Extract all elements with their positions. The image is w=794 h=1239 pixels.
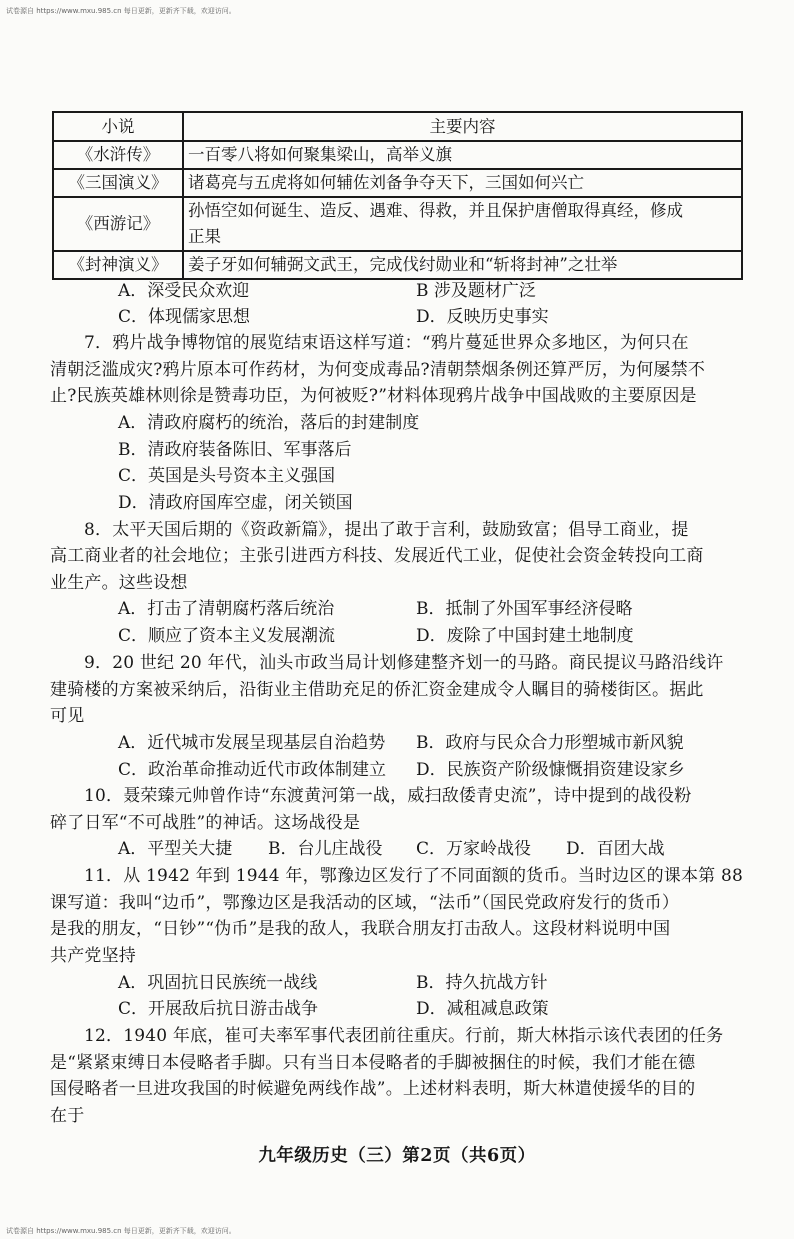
q6-option-b: B 涉及题材广泛 xyxy=(416,281,536,301)
q10-option-a: A．平型关大捷 xyxy=(118,839,233,859)
novel-name: 《封神演义》 xyxy=(53,251,183,279)
table-header-content: 主要内容 xyxy=(183,112,742,141)
page-footer: 九年级历史（三）第2页（共6页） xyxy=(258,1146,536,1166)
source-notice-bottom: 试卷源自 https://www.mxu.985.cn 每日更新，更新齐下载，欢迎访问。 xyxy=(6,1227,236,1235)
q9-option-a: A．近代城市发展呈现基层自治趋势 xyxy=(118,733,386,753)
q12-stem-line-1: 12．1940 年底，崔可夫率军事代表团前往重庆。行前，斯大林指示该代表团的任务 xyxy=(84,1026,724,1046)
q8-stem-line-2: 高工商业者的社会地位；主张引进西方科技、发展近代工业，促使社会资金转投向工商 xyxy=(50,546,704,566)
q11-stem-line-1: 11．从 1942 年到 1944 年，鄂豫边区发行了不同面额的货币。当时边区的课本第 88 xyxy=(84,866,744,886)
q11-stem-line-2: 课写道：我叫“边币”，鄂豫边区是我活动的区域，“法币”（国民党政府发行的货币） xyxy=(50,893,680,913)
q8-option-d: D．废除了中国封建土地制度 xyxy=(416,626,634,646)
q7-option-d: D．清政府国库空虚，闭关锁国 xyxy=(118,493,353,513)
source-notice-top: 试卷源自 https://www.mxu.985.cn 每日更新，更新齐下载，欢迎访问。 xyxy=(6,7,236,15)
q9-stem-line-2: 建骑楼的方案被采纳后，沿街业主借助充足的侨汇资金建成令人瞩目的骑楼街区。据此 xyxy=(50,680,704,700)
q10-stem-line-1: 10．聂荣臻元帅曾作诗“东渡黄河第一战，威扫敌倭青史流”，诗中提到的战役粉 xyxy=(84,786,692,806)
q11-stem-line-4: 共产党坚持 xyxy=(50,946,136,966)
q11-option-a: A．巩固抗日民族统一战线 xyxy=(118,973,318,993)
novel-content: 姜子牙如何辅弼文武王，完成伐纣勋业和“斩将封神”之壮举 xyxy=(183,251,742,279)
q10-option-b: B．台儿庄战役 xyxy=(268,839,383,859)
q11-option-d: D．减租减息政策 xyxy=(416,999,549,1019)
q9-option-b: B．政府与民众合力形塑城市新风貌 xyxy=(416,733,684,753)
q7-option-c: C．英国是头号资本主义强国 xyxy=(118,466,336,486)
q12-stem-line-3: 国侵略者一旦进攻我国的时候避免两线作战”。上述材料表明，斯大林遣使援华的目的 xyxy=(50,1079,696,1099)
q9-option-c: C．政治革命推动近代市政体制建立 xyxy=(118,760,387,780)
table-row xyxy=(53,169,742,197)
novel-content: 一百零八将如何聚集梁山，高举义旗 xyxy=(183,141,742,169)
novel-table xyxy=(52,111,743,280)
q9-stem-line-1: 9．20 世纪 20 年代，汕头市政当局计划修建整齐划一的马路。商民提议马路沿线许 xyxy=(84,653,724,673)
q11-option-b: B．持久抗战方针 xyxy=(416,973,548,993)
q7-option-b: B．清政府装备陈旧、军事落后 xyxy=(118,440,352,460)
table-row xyxy=(53,141,742,169)
q10-option-c: C．万家岭战役 xyxy=(416,839,532,859)
q7-stem-line-2: 清朝泛滥成灾?鸦片原本可作药材，为何变成毒品?清朝禁烟条例还算严厉，为何屡禁不 xyxy=(50,360,706,380)
q7-stem-line-3: 止?民族英雄林则徐是赞毒功臣，为何被贬?”材料体现鸦片战争中国战败的主要原因是 xyxy=(50,386,697,406)
novel-name: 《三国演义》 xyxy=(53,169,183,197)
novel-content-line-2: 正果 xyxy=(188,227,221,246)
q6-option-c: C．体现儒家思想 xyxy=(118,307,251,327)
q8-option-b: B．抵制了外国军事经济侵略 xyxy=(416,599,633,619)
novel-content: 诸葛亮与五虎将如何辅佐刘备争夺天下，三国如何兴亡 xyxy=(183,169,742,197)
table-row xyxy=(53,251,742,279)
q7-stem-line-1: 7．鸦片战争博物馆的展览结束语这样写道：“鸦片蔓延世界众多地区，为何只在 xyxy=(84,333,689,353)
q10-option-d: D．百团大战 xyxy=(566,839,665,859)
q6-option-a: A．深受民众欢迎 xyxy=(118,281,250,301)
q6-option-d: D．反映历史事实 xyxy=(416,307,549,327)
q8-option-a: A．打击了清朝腐朽落后统治 xyxy=(118,599,335,619)
novel-name: 《水浒传》 xyxy=(53,141,183,169)
q10-stem-line-2: 碎了日军“不可战胜”的神话。这场战役是 xyxy=(50,813,361,833)
novel-content xyxy=(183,197,742,251)
novel-content-line-1: 孙悟空如何诞生、造反、遇难、得救，并且保护唐僧取得真经，修成 xyxy=(188,201,683,220)
table-row xyxy=(53,197,742,251)
q11-option-c: C．开展敌后抗日游击战争 xyxy=(118,999,319,1019)
q8-stem-line-1: 8．太平天国后期的《资政新篇》，提出了敢于言利，鼓励致富；倡导工商业，提 xyxy=(84,520,689,540)
q9-option-d: D．民族资产阶级慷慨捐资建设家乡 xyxy=(416,760,685,780)
q8-stem-line-3: 业生产。这些设想 xyxy=(50,573,188,593)
q7-option-a: A．清政府腐朽的统治，落后的封建制度 xyxy=(118,413,420,433)
table-header-row xyxy=(53,112,742,141)
q12-stem-line-4: 在于 xyxy=(50,1106,85,1126)
q8-option-c: C．顺应了资本主义发展潮流 xyxy=(118,626,336,646)
q9-stem-line-3: 可见 xyxy=(50,706,85,726)
q11-stem-line-3: 是我的朋友，“日钞”“伪币”是我的敌人，我联合朋友打击敌人。这段材料说明中国 xyxy=(50,919,671,939)
novel-name: 《西游记》 xyxy=(53,197,183,251)
q12-stem-line-2: 是“紧紧束缚日本侵略者手脚。只有当日本侵略者的手脚被捆住的时候，我们才能在德 xyxy=(50,1053,696,1073)
table-header-novel: 小说 xyxy=(53,112,183,141)
